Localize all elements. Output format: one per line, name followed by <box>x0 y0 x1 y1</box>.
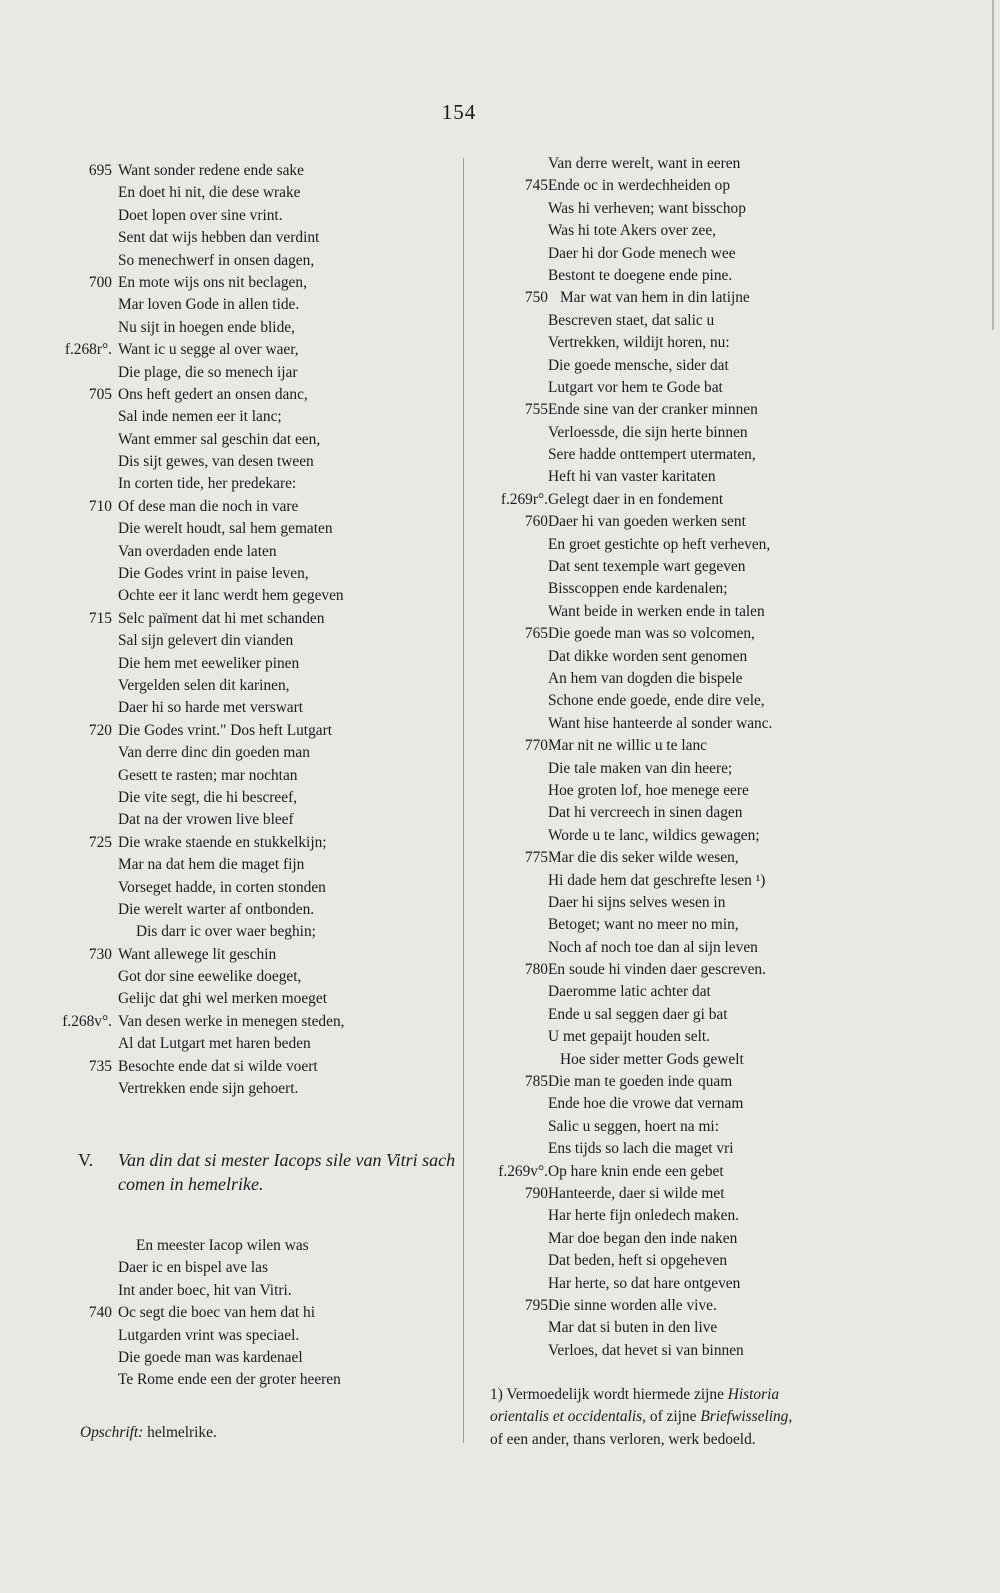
verse-line <box>480 511 900 533</box>
verse-line <box>50 1369 450 1391</box>
verse-text: Die sinne worden alle vive. <box>548 1296 717 1314</box>
footnote <box>490 1384 890 1451</box>
verse-text: Op hare knin ende een gebet <box>548 1162 724 1180</box>
verse-text: Mar doe began den inde naken <box>548 1229 738 1247</box>
verse-line <box>480 556 900 578</box>
verse-text: Want beide in werken ende in talen <box>548 602 765 620</box>
verse-line <box>50 496 450 518</box>
verse-text: Ende oc in werdechheiden op <box>548 177 731 195</box>
verse-line <box>480 981 900 1003</box>
verse-line <box>480 1317 900 1339</box>
verse-text: Dat beden, heft si opgeheven <box>548 1252 728 1270</box>
verse-line <box>480 310 900 332</box>
verse-text: Mar na dat hem die maget fijn <box>118 856 305 874</box>
verse-line <box>50 473 450 495</box>
footnote-marker: 1) <box>490 1386 503 1403</box>
verse-text: Want emmer sal geschin dat een, <box>118 430 321 448</box>
verse-text: Nu sijt in hoegen ende blide, <box>118 318 295 336</box>
verse-text: Sal inde nemen eer it lanc; <box>118 408 282 426</box>
verse-text: Lutgart vor hem te Gode bat <box>548 378 723 396</box>
verse-text: Dat dikke worden sent genomen <box>548 647 748 665</box>
line-number: 695 <box>88 162 112 179</box>
verse-line <box>480 1273 900 1295</box>
verse-line <box>50 451 450 473</box>
verse-text: Hoe groten lof, hoe menege eere <box>548 781 749 799</box>
line-number: 770 <box>524 737 548 755</box>
page-edge-shadow <box>992 0 994 330</box>
verse-line <box>50 250 450 272</box>
verse-line <box>480 534 900 556</box>
verse-line <box>50 541 450 563</box>
line-number: 780 <box>524 961 548 979</box>
verse-text: Dat sent texemple wart gegeven <box>548 558 746 576</box>
verse-text: Want sonder redene ende sake <box>118 162 304 179</box>
verse-text: Int ander boec, hit van Vitri. <box>118 1281 292 1299</box>
verse-text: Besochte ende dat si wilde voert <box>118 1057 318 1075</box>
verse-line <box>50 697 450 719</box>
line-number: 795 <box>524 1296 548 1314</box>
footnote-text-2b: of zijne <box>646 1408 701 1426</box>
footnote-text-1a: Vermoedelijk wordt hiermede zijne <box>506 1386 728 1403</box>
verse-text: Hi dade hem dat geschrefte lesen ¹) <box>548 871 766 889</box>
verse-line <box>480 175 900 197</box>
verse-line <box>480 287 900 309</box>
opschrift-text: helmelrike. <box>147 1424 217 1441</box>
verse-line <box>480 847 900 869</box>
verse-line <box>50 272 450 294</box>
verse-text: Van overdaden ende laten <box>118 542 277 560</box>
verse-text: Die Godes vrint." Dos heft Lutgart <box>118 721 333 739</box>
verse-line <box>50 608 450 630</box>
verse-text: An hem van dogden die bispele <box>548 669 743 687</box>
verse-text: Die tale maken van din heere; <box>548 759 733 777</box>
footnote-line-1 <box>490 1384 890 1406</box>
verse-line <box>50 406 450 428</box>
line-number: 790 <box>524 1184 548 1202</box>
verse-text: Daer hi sijns selves wesen in <box>548 893 726 911</box>
verse-line <box>50 563 450 585</box>
verse-text: Die goede mensche, sider dat <box>548 356 729 374</box>
verse-line <box>50 966 450 988</box>
line-number: f.268r°. <box>64 341 112 359</box>
verse-line <box>480 780 900 802</box>
line-number: 735 <box>88 1057 112 1075</box>
verse-line <box>480 668 900 690</box>
verse-text: Betoget; want no meer no min, <box>548 916 739 934</box>
verse-text: Ende hoe die vrowe dat vernam <box>548 1095 744 1113</box>
verse-text: Ens tijds so lach die maget vri <box>548 1140 734 1158</box>
verse-line <box>480 1183 900 1205</box>
verse-text: Har herte, so dat hare ontgeven <box>548 1274 741 1292</box>
verse-line <box>50 809 450 831</box>
verse-line <box>480 646 900 668</box>
verse-line <box>50 429 450 451</box>
verse-text: Die plage, die so menech ijar <box>118 363 298 381</box>
verse-line <box>480 1093 900 1115</box>
verse-text: Die hem met eeweliker pinen <box>118 654 300 672</box>
verse-text: Sal sijn gelevert din vianden <box>118 632 294 650</box>
verse-line <box>480 892 900 914</box>
verse-line <box>50 1033 450 1055</box>
line-number: 740 <box>88 1304 112 1322</box>
verse-line <box>50 1280 450 1302</box>
verse-text: Die goede man was so volcomen, <box>548 625 755 643</box>
verse-line <box>50 854 450 876</box>
verse-line <box>50 1302 450 1324</box>
verse-line <box>50 1325 450 1347</box>
verse-text: Was hi verheven; want bisschop <box>548 199 746 217</box>
verse-line <box>50 160 450 182</box>
verse-line <box>480 802 900 824</box>
verse-text: Gelijc dat ghi wel merken moeget <box>118 990 327 1008</box>
verse-line <box>480 422 900 444</box>
line-number: f.269r°. <box>500 490 548 508</box>
line-number: 700 <box>88 273 112 291</box>
verse-line <box>50 1347 450 1369</box>
verse-line <box>480 1161 900 1183</box>
verse-text: Vertrekken, wildijt horen, nu: <box>548 334 730 352</box>
verse-text: Vergelden selen dit karinen, <box>118 676 290 694</box>
page-number: 154 <box>441 100 477 124</box>
verse-text: En soude hi vinden daer gescreven. <box>548 961 766 979</box>
verse-text: Gelegt daer in en fondement <box>548 490 724 508</box>
verse-line <box>480 1295 900 1317</box>
line-number: 705 <box>88 385 112 403</box>
verse-line <box>480 1026 900 1048</box>
verse-line <box>480 332 900 354</box>
line-number: f.269v°. <box>498 1162 548 1180</box>
verse-text: Want ic u segge al over waer, <box>118 341 299 359</box>
verse-text: Was hi tote Akers over zee, <box>548 222 716 240</box>
verse-line <box>50 653 450 675</box>
opschrift-note <box>80 1424 217 1442</box>
verse-text: Al dat Lutgart met haren beden <box>118 1035 311 1053</box>
line-number: 730 <box>88 945 112 963</box>
verse-line <box>480 578 900 600</box>
verse-line <box>480 444 900 466</box>
verse-line <box>50 294 450 316</box>
footnote-text-2c: Briefwisseling, <box>700 1408 793 1426</box>
verse-text: Verloes, dat hevet si van binnen <box>548 1341 744 1359</box>
verse-text: En meester Iacop wilen was <box>136 1237 309 1254</box>
footnote-text-1b: Historia <box>727 1386 780 1403</box>
verse-line <box>50 877 450 899</box>
verse-text: Mar loven Gode in allen tide. <box>118 296 300 314</box>
verse-text: Lutgarden vrint was speciael. <box>118 1326 300 1344</box>
line-number: f.268v°. <box>62 1012 112 1030</box>
verse-text: Ende u sal seggen daer gi bat <box>548 1005 728 1023</box>
verse-text: Hoe sider metter Gods gewelt <box>560 1050 744 1068</box>
verse-line <box>50 742 450 764</box>
left-column-lower <box>50 1235 450 1392</box>
verse-line <box>480 735 900 757</box>
verse-line <box>480 355 900 377</box>
verse-line <box>50 944 450 966</box>
right-column <box>480 153 900 1362</box>
verse-line <box>480 1228 900 1250</box>
section-number: V. <box>78 1150 94 1170</box>
verse-line <box>480 1340 900 1362</box>
verse-line <box>480 265 900 287</box>
verse-line <box>50 899 450 921</box>
verse-text: Daer hi dor Gode menech wee <box>548 244 736 262</box>
verse-text: Daer ic en bispel ave las <box>118 1259 268 1277</box>
verse-text: Got dor sine eewelike doeget, <box>118 968 302 986</box>
verse-line <box>50 362 450 384</box>
verse-text: Worde u te lanc, wildics gewagen; <box>548 826 760 844</box>
verse-text: Die man te goeden inde quam <box>548 1073 733 1091</box>
verse-text: Ons heft gedert an onsen danc, <box>118 385 308 403</box>
verse-text: Want hise hanteerde al sonder wanc. <box>548 714 773 732</box>
verse-text: Mar nit ne willic u te lanc <box>548 737 707 755</box>
verse-text: Oc segt die boec van hem dat hi <box>118 1304 316 1322</box>
verse-line <box>50 720 450 742</box>
verse-text: So menechwerf in onsen dagen, <box>118 251 315 269</box>
verse-text: Daer hi van goeden werken sent <box>548 513 746 531</box>
verse-text: Heft hi van vaster karitaten <box>548 468 716 486</box>
verse-line <box>50 384 450 406</box>
verse-line <box>480 399 900 421</box>
verse-text: Dis sijt gewes, van desen tween <box>118 453 314 471</box>
verse-line <box>50 518 450 540</box>
verse-text: Vertrekken ende sijn gehoert. <box>118 1080 299 1098</box>
verse-line <box>50 1257 450 1279</box>
verse-line <box>480 243 900 265</box>
verse-line <box>50 1235 450 1257</box>
line-number: 745 <box>524 177 548 195</box>
verse-text: Verloessde, die sijn herte binnen <box>548 423 748 441</box>
verse-text: Dis darr ic over waer beghin; <box>136 923 316 941</box>
verse-text: In corten tide, her predekare: <box>118 475 297 493</box>
verse-text: Mar wat van hem in din latijne <box>560 289 750 307</box>
verse-line <box>480 690 900 712</box>
verse-line <box>480 466 900 488</box>
verse-line <box>50 988 450 1010</box>
verse-text: Want allewege lit geschin <box>118 945 277 963</box>
line-number: 760 <box>524 513 548 531</box>
verse-text: Bescreven staet, dat salic u <box>548 311 715 329</box>
verse-line <box>480 1049 900 1071</box>
verse-line <box>480 713 900 735</box>
verse-line <box>50 630 450 652</box>
verse-text: Van derre dinc din goeden man <box>118 744 310 762</box>
verse-text: Dat hi vercreech in sinen dagen <box>548 804 743 822</box>
verse-line <box>480 1071 900 1093</box>
verse-text: Die werelt warter af ontbonden. <box>118 900 315 918</box>
verse-text: Die wrake staende en stukkelkijn; <box>118 833 327 851</box>
verse-line <box>50 921 450 943</box>
verse-text: Die Godes vrint in paise leven, <box>118 565 309 583</box>
verse-line <box>480 1116 900 1138</box>
verse-line <box>50 317 450 339</box>
section-title: Van din dat si mester Iacops sile van Vitri sach comen in hemelrike. <box>118 1150 456 1194</box>
left-column <box>50 160 450 1100</box>
verse-line <box>50 765 450 787</box>
verse-line <box>50 339 450 361</box>
verse-line <box>480 825 900 847</box>
verse-line <box>480 1138 900 1160</box>
footnote-line-2 <box>490 1406 890 1428</box>
line-number: 765 <box>524 625 548 643</box>
verse-text: Sere hadde onttempert utermaten, <box>548 446 756 464</box>
verse-text: En mote wijs ons nit beclagen, <box>118 273 307 291</box>
verse-line <box>480 198 900 220</box>
verse-text: Bisscoppen ende kardenalen; <box>548 580 728 598</box>
verse-line <box>480 623 900 645</box>
verse-line <box>480 601 900 623</box>
verse-line <box>480 489 900 511</box>
verse-text: Doet lopen over sine vrint. <box>118 206 283 224</box>
verse-line <box>480 1004 900 1026</box>
verse-line <box>480 758 900 780</box>
verse-text: Mar die dis seker wilde wesen, <box>548 849 739 867</box>
verse-text: Gesett te rasten; mar nochtan <box>118 766 298 784</box>
verse-line <box>50 182 450 204</box>
verse-text: Mar dat si buten in den live <box>548 1319 718 1337</box>
verse-line <box>50 227 450 249</box>
opschrift-label: Opschrift: <box>80 1424 144 1441</box>
verse-text: Hanteerde, daer si wilde met <box>548 1184 725 1202</box>
verse-text: Van derre werelt, want in eeren <box>548 155 741 172</box>
verse-text: En groet gestichte op heft verheven, <box>548 535 771 553</box>
verse-line <box>480 959 900 981</box>
verse-text: Te Rome ende een der groter heeren <box>118 1371 341 1389</box>
verse-line <box>480 1250 900 1272</box>
verse-line <box>50 832 450 854</box>
verse-line <box>480 1205 900 1227</box>
verse-line <box>50 1056 450 1078</box>
line-number: 750 <box>524 289 548 307</box>
verse-text: Daeromme latic achter dat <box>548 983 711 1001</box>
verse-text: Sent dat wijs hebben dan verdint <box>118 229 320 247</box>
column-divider <box>463 158 464 1443</box>
verse-text: Die goede man was kardenael <box>118 1348 303 1366</box>
line-number: 710 <box>88 497 112 515</box>
verse-line <box>480 220 900 242</box>
verse-text: Salic u seggen, hoert na mi: <box>548 1117 719 1135</box>
verse-line <box>50 1011 450 1033</box>
verse-line <box>480 937 900 959</box>
verse-text: Noch af noch toe dan al sijn leven <box>548 938 758 956</box>
line-number: 720 <box>88 721 112 739</box>
verse-text: Ende sine van der cranker minnen <box>548 401 758 419</box>
verse-text: U met gepaijt houden selt. <box>548 1028 710 1046</box>
line-number: 715 <box>88 609 112 627</box>
verse-text: En doet hi nit, die dese wrake <box>118 184 301 202</box>
verse-text: Har herte fijn onledech maken. <box>548 1207 740 1225</box>
verse-line <box>480 153 900 175</box>
line-number: 785 <box>524 1073 548 1091</box>
verse-line <box>50 1078 450 1100</box>
verse-text: Daer hi so harde met verswart <box>118 699 304 717</box>
verse-line <box>480 870 900 892</box>
verse-line <box>480 914 900 936</box>
verse-text: Van desen werke in menegen steden, <box>118 1012 345 1030</box>
verse-text: Schone ende goede, ende dire vele, <box>548 692 765 710</box>
footnote-line-3: of een ander, thans verloren, werk bedoeld. <box>490 1430 756 1448</box>
verse-text: Ochte eer it lanc werdt hem gegeven <box>118 587 344 605</box>
line-number: 755 <box>524 401 548 419</box>
verse-text: Selc païment dat hi met schanden <box>118 609 325 627</box>
verse-text: Die vite segt, die hi bescreef, <box>118 788 298 806</box>
verse-text: Die werelt houdt, sal hem gematen <box>118 520 333 538</box>
verse-text: Of dese man die noch in vare <box>118 497 299 515</box>
verse-line <box>50 675 450 697</box>
verse-text: Dat na der vrowen live bleef <box>118 811 294 829</box>
verse-text: Bestont te doegene ende pine. <box>548 266 733 284</box>
verse-line <box>50 787 450 809</box>
verse-line <box>480 377 900 399</box>
verse-text: Vorseget hadde, in corten stonden <box>118 878 326 896</box>
line-number: 775 <box>524 849 548 867</box>
footnote-text-2a: orientalis et occidentalis, <box>490 1408 647 1426</box>
verse-line <box>50 585 450 607</box>
verse-line <box>50 205 450 227</box>
line-number: 725 <box>88 833 112 851</box>
